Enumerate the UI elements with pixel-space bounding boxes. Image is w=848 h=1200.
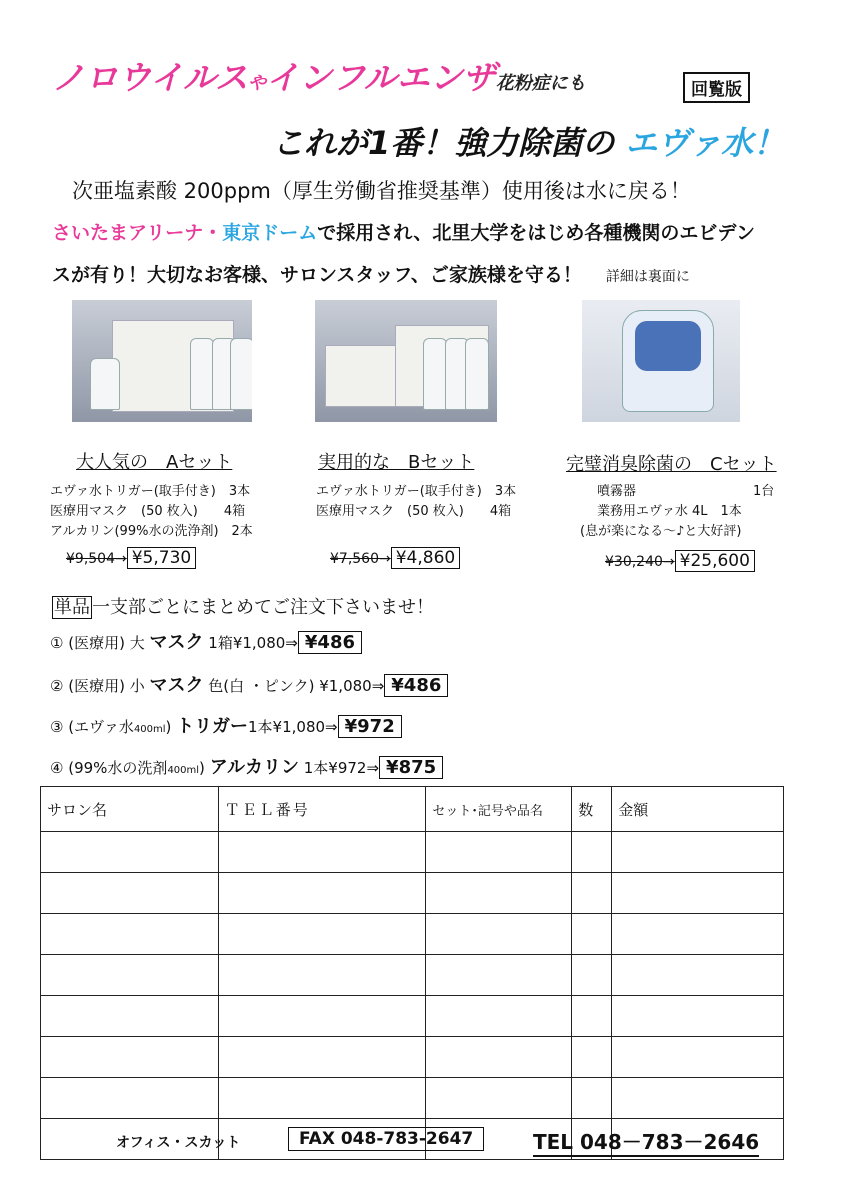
item-name: マスク bbox=[149, 675, 204, 696]
set-b-line-1: エヴァ水トリガー(取手付き) 3本 bbox=[316, 484, 517, 499]
item-prefix: (99%水の洗剤 bbox=[68, 759, 168, 777]
set-a-line-2: 医療用マスク (50 枚入) 4箱 bbox=[50, 504, 246, 519]
cell-qty[interactable] bbox=[572, 1037, 612, 1078]
set-c-photo bbox=[582, 300, 740, 422]
item-name: マスク bbox=[149, 632, 204, 653]
set-b-photo bbox=[315, 300, 497, 422]
headline-connector: や bbox=[248, 73, 267, 94]
item-number: ② bbox=[50, 677, 64, 695]
table-row[interactable] bbox=[41, 873, 784, 914]
single-items-label: 単品 bbox=[54, 597, 90, 618]
item-number: ① bbox=[50, 634, 64, 652]
company-name: オフィス・スカット bbox=[116, 1135, 241, 1151]
cell-item[interactable] bbox=[426, 1078, 572, 1119]
cell-amount[interactable] bbox=[612, 1078, 784, 1119]
cell-amount[interactable] bbox=[612, 955, 784, 996]
set-a-photo bbox=[72, 300, 252, 422]
set-c-new-price: ¥25,600 bbox=[675, 550, 755, 572]
cell-qty[interactable] bbox=[572, 955, 612, 996]
headline-strong-disinfect: これが1番！強力除菌の bbox=[272, 124, 615, 162]
set-c-line-1: 噴霧器 1台 bbox=[597, 484, 775, 499]
cell-item[interactable] bbox=[426, 1037, 572, 1078]
set-b-price bbox=[330, 548, 460, 568]
table-row[interactable] bbox=[41, 1037, 784, 1078]
set-b-title: 実用的な Bセット bbox=[318, 452, 475, 473]
cell-salon[interactable] bbox=[41, 914, 219, 955]
cell-item[interactable] bbox=[426, 873, 572, 914]
cell-amount[interactable] bbox=[612, 873, 784, 914]
item-price: ¥972 bbox=[338, 715, 402, 738]
item-price: ¥486 bbox=[298, 631, 362, 654]
item-volume: 400ml bbox=[167, 765, 200, 776]
venue-saitama: さいたまアリーナ・ bbox=[52, 222, 223, 244]
item-number: ③ bbox=[50, 718, 64, 736]
header-amount: 金額 bbox=[612, 787, 784, 832]
cell-salon[interactable] bbox=[41, 1037, 219, 1078]
item-price: ¥875 bbox=[379, 756, 443, 779]
cell-amount[interactable] bbox=[612, 914, 784, 955]
table-row[interactable] bbox=[41, 914, 784, 955]
table-header-row bbox=[41, 787, 784, 832]
item-detail: 1本¥972⇒ bbox=[303, 759, 380, 777]
single-items-heading bbox=[52, 593, 434, 619]
item-alkaline bbox=[50, 753, 443, 779]
cell-qty[interactable] bbox=[572, 873, 612, 914]
single-items-instruction: 一支部ごとにまとめてご注文下さいませ！ bbox=[92, 597, 434, 618]
set-a-old-price: ¥9,504→ bbox=[66, 551, 127, 567]
headline-pollen: 花粉症にも bbox=[495, 73, 586, 94]
headline-product-name: エヴァ水！ bbox=[625, 124, 786, 162]
cell-qty[interactable] bbox=[572, 1078, 612, 1119]
item-number: ④ bbox=[50, 759, 64, 777]
set-c-price bbox=[605, 551, 755, 571]
item-small-mask bbox=[50, 671, 448, 697]
item-price: ¥486 bbox=[384, 674, 448, 697]
set-b-line-2: 医療用マスク (50 枚入) 4箱 bbox=[316, 504, 512, 519]
cell-amount[interactable] bbox=[612, 996, 784, 1037]
header-quantity: 数 bbox=[572, 787, 612, 832]
item-prefix-close: ) bbox=[199, 759, 205, 777]
cell-item[interactable] bbox=[426, 955, 572, 996]
order-form-table bbox=[40, 786, 784, 1160]
item-detail: 色(白 ・ピンク) ¥1,080⇒ bbox=[208, 677, 385, 695]
cell-qty[interactable] bbox=[572, 832, 612, 873]
set-a-price bbox=[66, 548, 196, 568]
protect-text: スが有り！大切なお客様、サロンスタッフ、ご家族様を守る！ bbox=[52, 264, 582, 286]
set-c-line-3: (息が楽になる～♪と大好評) bbox=[580, 524, 742, 539]
cell-item[interactable] bbox=[426, 914, 572, 955]
header-set-item: セット･記号や品名 bbox=[426, 787, 572, 832]
set-a-new-price: ¥5,730 bbox=[127, 547, 196, 569]
set-a-line-3: アルカリン(99%水の洗浄剤) 2本 bbox=[50, 524, 253, 539]
fax-number: FAX 048-783-2647 bbox=[288, 1127, 484, 1151]
circulation-badge: 回覧版 bbox=[683, 72, 750, 103]
table-row[interactable] bbox=[41, 832, 784, 873]
cell-amount[interactable] bbox=[612, 1037, 784, 1078]
cell-tel[interactable] bbox=[218, 955, 426, 996]
set-c-title: 完璧消臭除菌の Cセット bbox=[566, 454, 777, 475]
cell-salon[interactable] bbox=[41, 873, 219, 914]
tel-number: TEL 048－783－2646 bbox=[533, 1126, 759, 1157]
headline-norovirus: ノロウイルス bbox=[52, 58, 249, 97]
cell-qty[interactable] bbox=[572, 996, 612, 1037]
headline-secondary bbox=[272, 118, 785, 164]
item-prefix-close: ) bbox=[165, 718, 172, 736]
details-note: 詳細は裏面に bbox=[605, 269, 690, 285]
set-c-old-price: ¥30,240→ bbox=[605, 554, 675, 570]
cell-item[interactable] bbox=[426, 832, 572, 873]
item-large-mask bbox=[50, 628, 362, 654]
cell-salon[interactable] bbox=[41, 832, 219, 873]
item-trigger bbox=[50, 712, 402, 738]
item-prefix: (エヴァ水 bbox=[68, 718, 134, 736]
headline-primary bbox=[52, 52, 586, 99]
header-salon-name: サロン名 bbox=[41, 787, 219, 832]
item-detail: 1本¥1,080⇒ bbox=[248, 718, 338, 736]
set-b-new-price: ¥4,860 bbox=[391, 547, 460, 569]
table-row[interactable] bbox=[41, 955, 784, 996]
venue-tokyo-dome: 東京ドーム bbox=[222, 222, 318, 244]
cell-tel[interactable] bbox=[218, 996, 426, 1037]
set-a-title: 大人気の Aセット bbox=[76, 452, 233, 473]
description-line-1: 次亜塩素酸 200ppm（厚生労働省推奨基準）使用後は水に戻る！ bbox=[72, 179, 691, 203]
evidence-text: で採用され、北里大学をはじめ各種機関のエビデン bbox=[317, 222, 756, 244]
set-c-line-2: 業務用エヴァ水 4L 1本 bbox=[597, 504, 742, 519]
header-tel: ＴＥＬ番号 bbox=[218, 787, 426, 832]
cell-tel[interactable] bbox=[218, 1037, 426, 1078]
cell-tel[interactable] bbox=[218, 914, 426, 955]
cell-tel[interactable] bbox=[218, 1078, 426, 1119]
description-line-2 bbox=[52, 218, 755, 245]
cell-qty[interactable] bbox=[572, 914, 612, 955]
item-volume: 400ml bbox=[133, 724, 166, 735]
description-line-3 bbox=[52, 260, 690, 287]
cell-salon[interactable] bbox=[41, 955, 219, 996]
item-prefix: (医療用) 大 bbox=[68, 634, 145, 652]
cell-salon[interactable] bbox=[41, 1078, 219, 1119]
cell-tel[interactable] bbox=[218, 832, 426, 873]
set-a-line-1: エヴァ水トリガー(取手付き) 3本 bbox=[50, 484, 251, 499]
headline-influenza: インフルエンザ bbox=[266, 58, 496, 97]
set-b-old-price: ¥7,560→ bbox=[330, 551, 391, 567]
cell-tel[interactable] bbox=[218, 873, 426, 914]
item-name: アルカリン bbox=[209, 757, 299, 778]
cell-amount[interactable] bbox=[612, 832, 784, 873]
item-name: トリガー bbox=[176, 716, 249, 737]
cell-salon[interactable] bbox=[41, 996, 219, 1037]
table-row[interactable] bbox=[41, 996, 784, 1037]
cell-item[interactable] bbox=[426, 996, 572, 1037]
item-prefix: (医療用) 小 bbox=[68, 677, 145, 695]
item-detail: 1箱¥1,080⇒ bbox=[208, 634, 298, 652]
table-row[interactable] bbox=[41, 1078, 784, 1119]
